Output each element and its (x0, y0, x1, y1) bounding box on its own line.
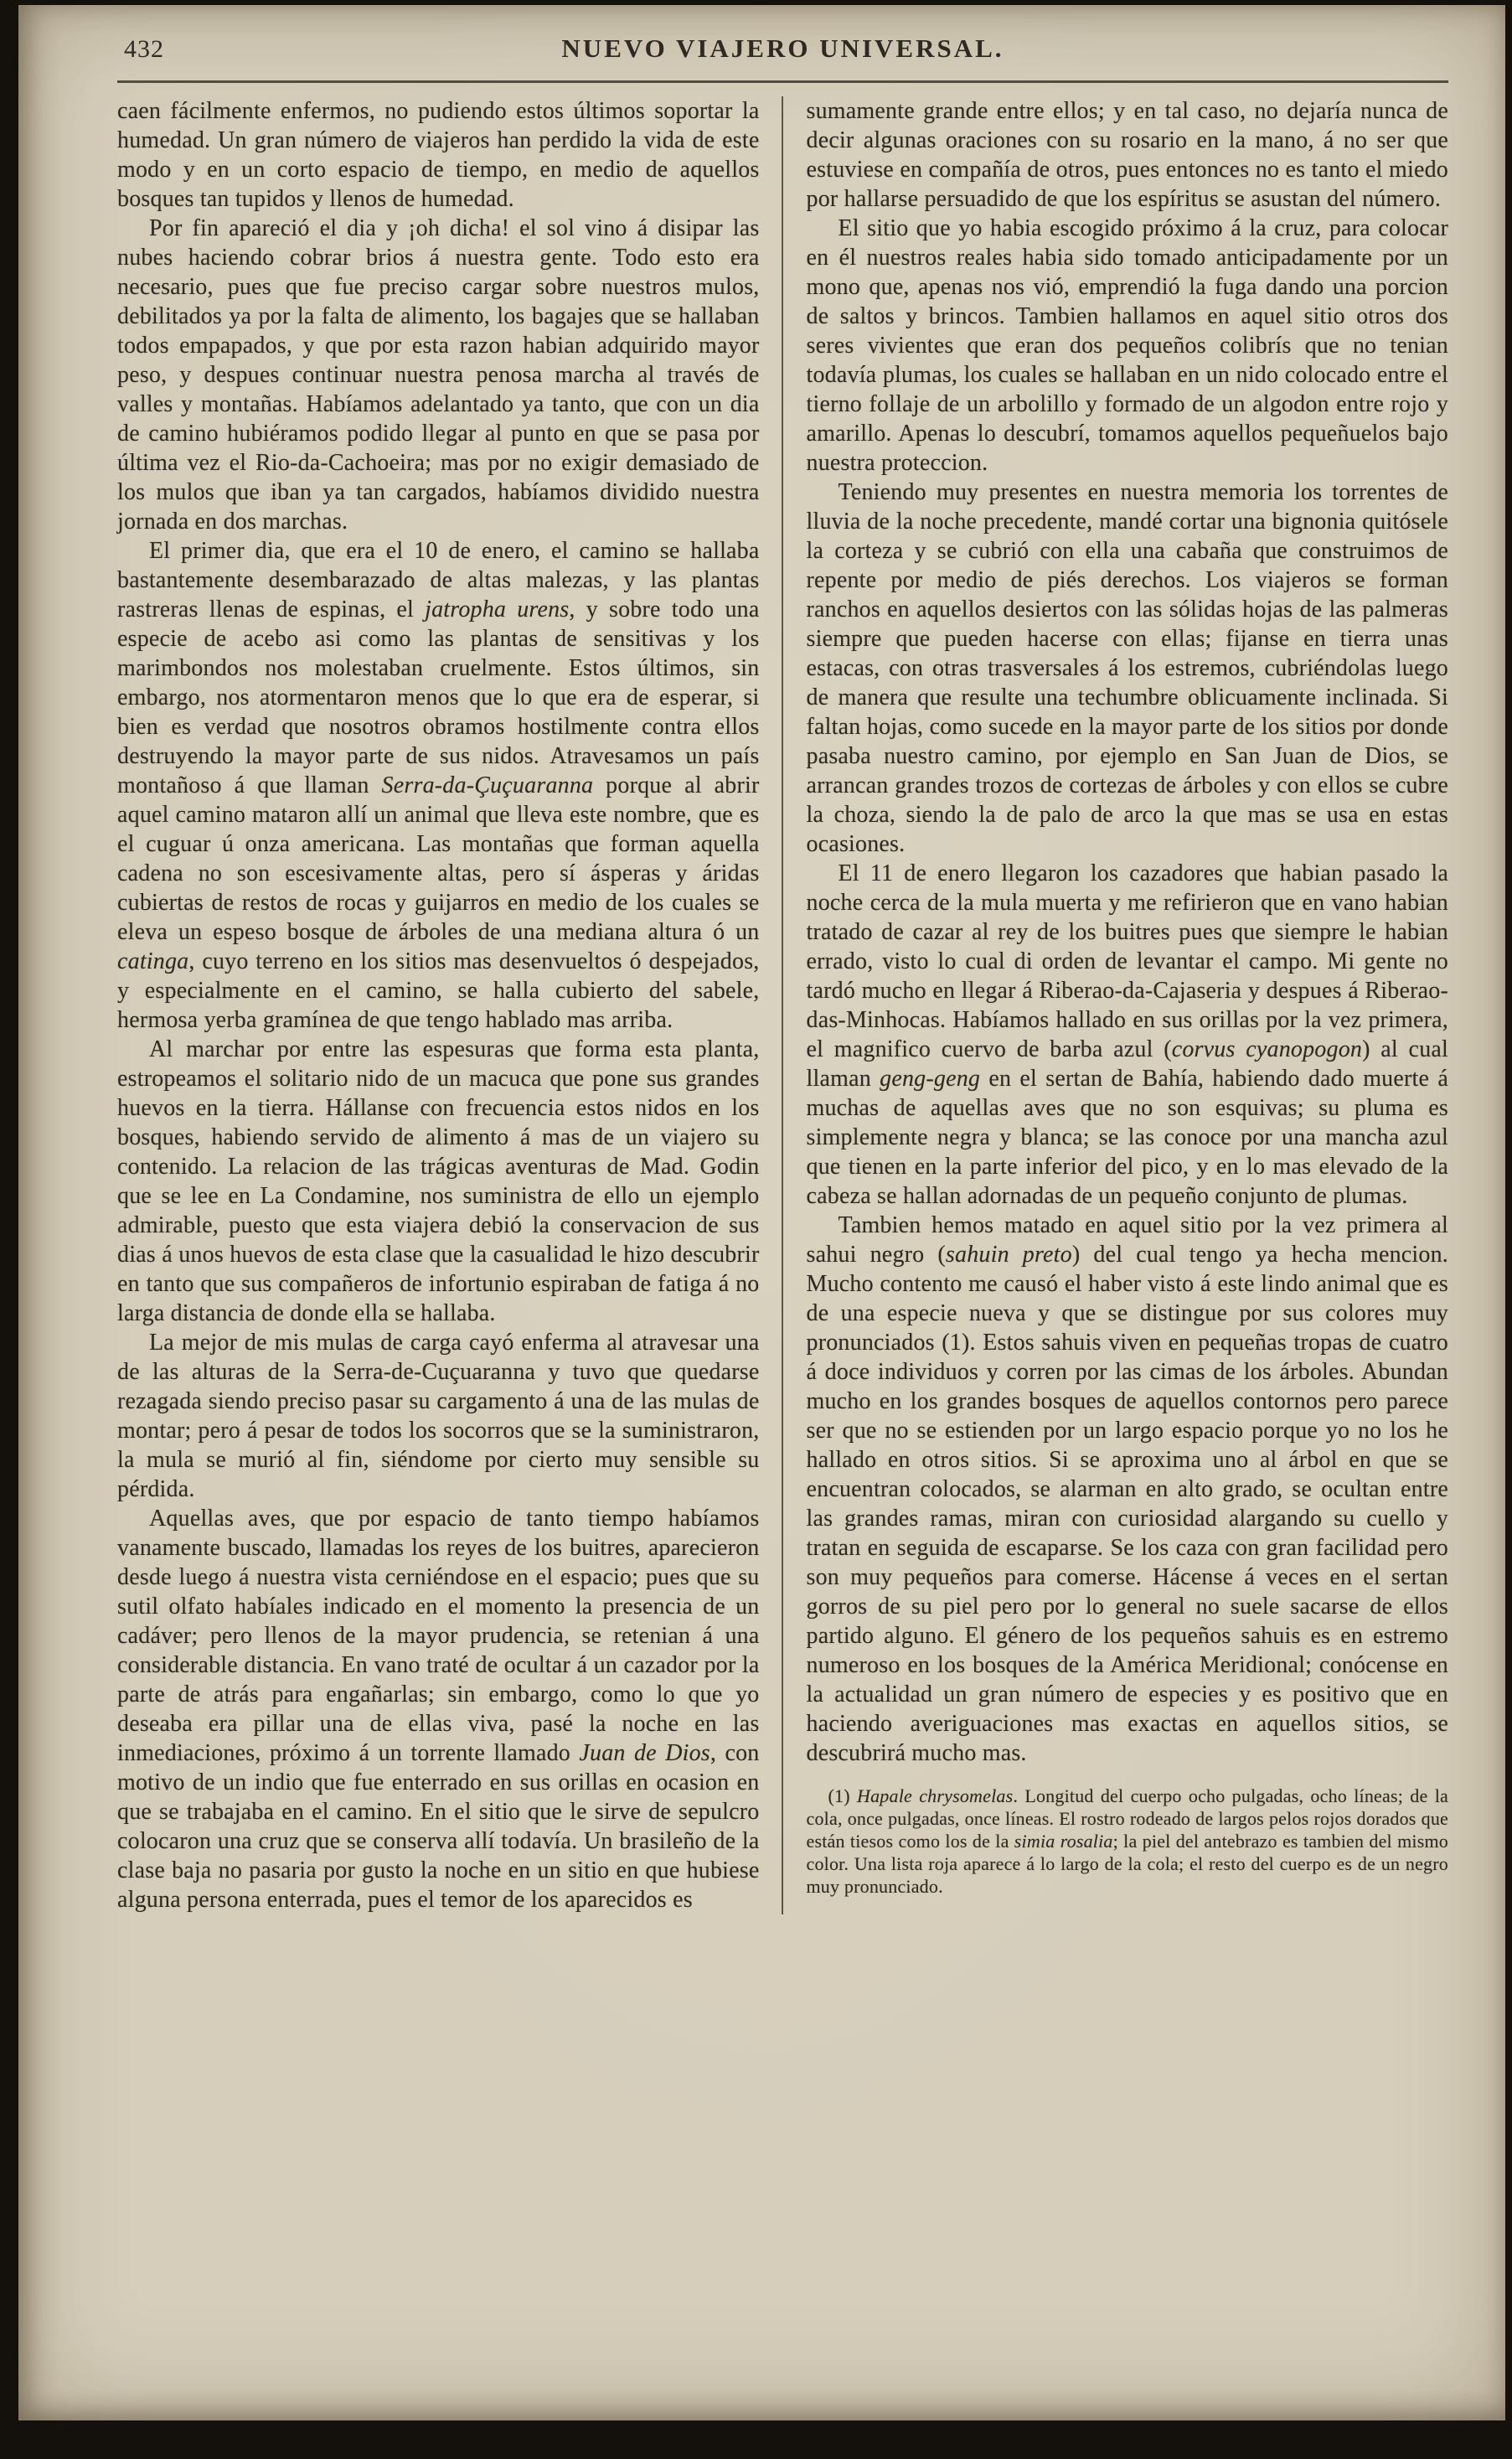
text-columns (117, 96, 1448, 1914)
column-divider (782, 96, 783, 1914)
page-content (117, 28, 1448, 1914)
paragraph: El sitio que yo habia escogido próximo á la cruz, para colocar en él nuestros reales habia sido tomado anticipadamente por un mono que, apenas nos vió, emprendió la fuga dando una porcion de saltos y brincos. Tambien hallamos en aquel sitio otros dos seres vivientes que eran dos pequeños colibrís que no tenian todavía plumas, los cuales se hallaban en un nido colocado entre el tierno follaje de un arbolillo y formado de un algodon entre rojo y amarillo. Apenas lo descubrí, tomamos aquellos pequeñuelos bajo nuestra proteccion. (806, 215, 1448, 476)
paragraph: sumamente grande entre ellos; y en tal caso, no dejaría nunca de decir algunas oraciones con su rosario en la mano, á no ser que estuviese en compañía de otros, pues entonces no es tanto el miedo por hallarse persuadido de que los espíritus se asustan del número. (806, 98, 1448, 212)
paragraph: Aquellas aves, que por espacio de tanto tiempo habíamos vanamente buscado, llamadas los reyes de los buitres, aparecieron desde luego á nuestra vista cerniéndose en el espacio; pues que su sutil olfato habíales indicado en el momento la presencia de un cadáver; pero llenos de la mayor prudencia, se retenian á una considerable distancia. En vano traté de ocultar á un cazador por la parte de atrás para engañarlas; sin embargo, como lo que yo deseaba era pillar una de ellas viva, pasé la noche en las inmediaciones, próximo á un torrente llamado Juan de Dios, con motivo de un indio que fue enterrado en sus orillas en ocasion en que se trabajaba en el camino. En el sitio que le sirve de sepulcro colocaron una cruz que se conserva allí todavía. Un brasileño de la clase baja no pasaria por gusto la noche en un sitio en que hubiese alguna persona enterrada, pues el temor de los aparecidos es (117, 1506, 760, 1913)
paragraph: Por fin apareció el dia y ¡oh dicha! el sol vino á disipar las nubes haciendo cobrar brios á nuestra gente. Todo esto era necesario, pues que fue preciso cargar sobre nuestros mulos, debilitados ya por la falta de alimento, los bagajes que se hallaban todos empapados, y que por esta razon habian adquirido mayor peso, y despues continuar nuestra penosa marcha al través de valles y montañas. Habíamos adelantado ya tanto, que con un dia de camino hubiéramos podido llegar al punto en que se pasa por última vez el Rio-da-Cachoeira; mas por no exigir demasiado de los mulos que iban ya tan cargados, habíamos dividido nuestra jornada en dos marchas. (117, 215, 760, 535)
paragraph: Teniendo muy presentes en nuestra memoria los torrentes de lluvia de la noche precedente, mandé cortar una bignonia quitósele la corteza y se cubrió con ella una cabaña que construimos de repente por medio de piés derechos. Los viajeros se forman ranchos en aquellos desiertos con las sólidas hojas de las palmeras siempre que pueden hacerse con ellas; fijanse en tierra unas estacas, con otras trasversales á los estremos, cubriéndolas luego de manera que resulte una techumbre oblicuamente inclinada. Si faltan hojas, como sucede en la mayor parte de los sitios por donde pasaba nuestro camino, por ejemplo en San Juan de Dios, se arrancan grandes trozos de cortezas de árboles y con ellos se cubre la choza, siendo la de palo de arco la que mas se usa en estas ocasiones. (806, 479, 1448, 857)
header-rule (117, 80, 1448, 83)
paragraph: El 11 de enero llegaron los cazadores que habian pasado la noche cerca de la mula muerta y me refirieron que en vano habian tratado de cazar al rey de los buitres pues que siempre le habian errado, visto lo cual di orden de levantar el campo. Mi gente no tardó mucho en llegar á Riberao-da-Cajaseria y despues á Riberao-das-Minhocas. Habíamos hallado en sus orillas por la vez primera, el magnifico cuervo de barba azul (corvus cyanopogon) al cual llaman geng-geng en el sertan de Bahía, habiendo dado muerte á muchas de aquellas aves que no son esquivas; su pluma es simplemente negra y blanca; se las conoce por una mancha azul que tienen en la parte inferior del pico, y en lo mas elevado de la cabeza se hallan adornadas de un pequeño conjunto de plumas. (806, 860, 1448, 1209)
page-number: 432 (124, 35, 164, 63)
paragraph: La mejor de mis mulas de carga cayó enferma al atravesar una de las alturas de la Serra-de-Cuçuaranna y tuvo que quedarse rezagada siendo preciso pasar su cargamento á una de las mulas de montar; pero á pesar de todos los socorros que se la suministraron, la mula se murió al fin, siéndome por cierto muy sensible su pérdida. (117, 1330, 760, 1502)
paragraph: El primer dia, que era el 10 de enero, el camino se hallaba bastantemente desembarazado de altas malezas, y las plantas rastreras llenas de espinas, el jatropha urens, y sobre todo una especie de acebo asi como las plantas de sensitivas y los marimbondos nos molestaban cruelmente. Estos últimos, sin embargo, nos atormentaron menos que lo que era de esperar, si bien es verdad que nosotros obramos hostilmente contra ellos destruyendo la mayor parte de sus nidos. Atravesamos un país montañoso á que llaman Serra-da-Çuçuaranna porque al abrir aquel camino mataron allí un animal que lleva este nombre, que es el cuguar ú onza americana. Las montañas que forman aquella cadena no son escesivamente altas, pero sí ásperas y áridas cubiertas de restos de rocas y guijarros en medio de los cuales se eleva un espeso bosque de árboles de una mediana altura ó un catinga, cuyo terreno en los sitios mas desenvueltos ó despejados, y especialmente en el camino, se halla cubierto del sabele, hermosa yerba gramínea de que tengo hablado mas arriba. (117, 538, 760, 1033)
paragraph: Al marchar por entre las espesuras que forma esta planta, estropeamos el solitario nido de un macuca que pone sus grandes huevos en la tierra. Hállanse con frecuencia estos nidos en los bosques, habiendo servido de alimento á mas de un viajero su contenido. La relacion de las trágicas aventuras de Mad. Godin que se lee en La Condamine, nos suministra de ello un ejemplo admirable, puesto que esta viajera debió la conservacion de sus dias á unos huevos de esta clase que la casualidad le hizo descubrir en tanto que sus compañeros de infortunio espiraban de fatiga á no larga distancia de donde ella se hallaba. (117, 1036, 760, 1326)
column-right (783, 96, 1449, 1914)
paragraph: Tambien hemos matado en aquel sitio por la vez primera al sahui negro (sahuin preto) del cual tengo ya hecha mencion. Mucho contento me causó el haber visto á este lindo animal que es de una especie nueva y que se distingue por sus colores muy pronunciados (1). Estos sahuis viven en pequeñas tropas de cuatro á doce individuos y corren por las cimas de los árboles. Abundan mucho en los grandes bosques de aquellos contornos pero parece ser que no se estienden por un largo espacio porque yo no los he hallado en otros sitios. Si se aproxima uno al árbol en que se encuentran colocados, se alarman en alto grado, se ocultan entre las grandes ramas, miran con curiosidad alargando su cuello y tratan en seguida de escaparse. Se los caza con gran facilidad pero son muy pequeños para comerse. Hácense á veces en el sertan gorros de su piel pero por lo general no suele sacarse de ellos partido alguno. El género de los pequeños sahuis es en estremo numeroso en los bosques de la América Meridional; conócense en la actualidad un gran número de especies y es positivo que en haciendo averiguaciones mas exactas en aquellos sitios, se descubrirá mucho mas. (806, 1212, 1449, 1766)
paragraph: caen fácilmente enfermos, no pudiendo estos últimos soportar la humedad. Un gran número de viajeros han perdido la vida de este modo y en un corto espacio de tiempo, en medio de aquellos bosques tan tupidos y llenos de humedad. (117, 98, 760, 212)
book-page (18, 5, 1505, 2420)
page-header (117, 28, 1448, 75)
footnote-section (807, 1785, 1449, 1898)
column-right-body (807, 96, 1449, 1768)
running-title: NUEVO VIAJERO UNIVERSAL. (561, 34, 1004, 63)
column-left (117, 96, 782, 1914)
paragraph: (1) Hapale chrysomelas. Longitud del cuerpo ocho pulgadas, ocho líneas; de la cola, once pulgadas, once líneas. El rostro rodeado de largos pelos rojos dorados que están tiesos como los de la simia rosalia; la piel del antebrazo es tambien del mismo color. Una lista roja aparece á lo largo de la cola; el resto del cuerpo es de un negro muy pronunciado. (806, 1785, 1449, 1897)
